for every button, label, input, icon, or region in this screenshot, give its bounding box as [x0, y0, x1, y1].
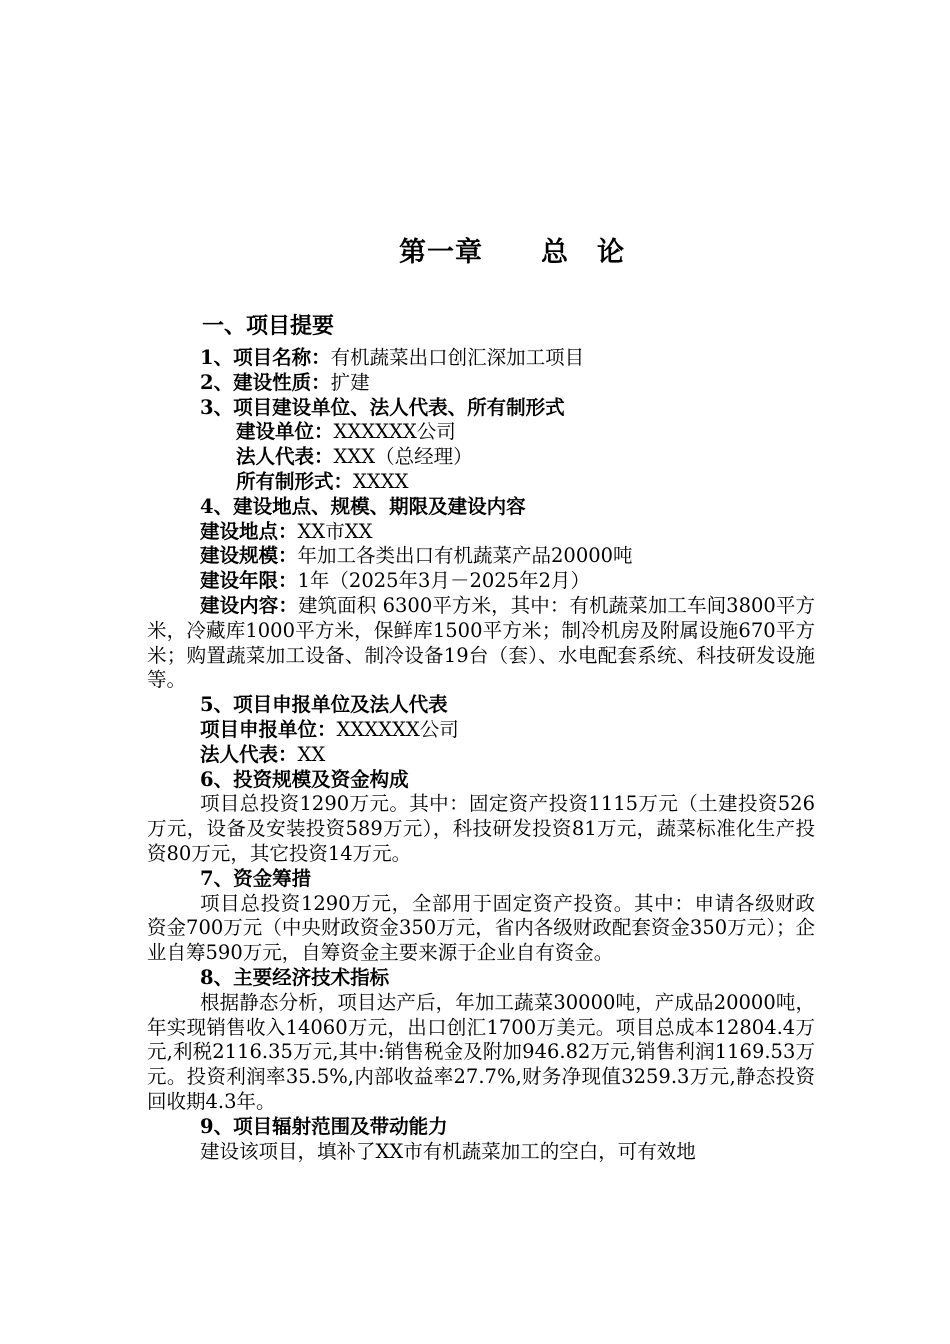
item-project-name — [147, 346, 815, 371]
item-label: 建设规模： — [200, 544, 298, 568]
section-heading: 一、项目提要 — [202, 314, 335, 339]
item-value: XXXXXX公司 — [336, 717, 459, 741]
item-heading-investment: 6、投资规模及资金构成 — [200, 767, 409, 791]
paragraph-investment: 项目总投资1290万元。其中：固定资产投资1115万元（土建投资526万元，设备及安装投资589万元），科技研发投资81万元，蔬菜标准化生产投资80万元，其它投资14万元。 — [147, 792, 815, 865]
chapter-title — [0, 230, 950, 269]
item-value: XX市XX — [297, 519, 373, 543]
item-label: 1、项目名称： — [200, 346, 331, 369]
item-label: 项目申报单位： — [200, 717, 337, 741]
item-site — [147, 520, 815, 545]
item-label: 法人代表： — [200, 742, 298, 766]
item-value: 扩建 — [330, 370, 370, 394]
item-heading-site: 4、建设地点、规模、期限及建设内容 — [200, 494, 526, 518]
item-value: 年加工各类出口有机蔬菜产品20000吨 — [297, 544, 633, 568]
item-period — [147, 569, 815, 594]
item-content — [147, 594, 815, 693]
item-heading-applicant: 5、项目申报单位及法人代表 — [200, 693, 448, 717]
item-label: 建设地点： — [200, 519, 298, 543]
document-body — [147, 346, 815, 1164]
item-heading-indicators: 8、主要经济技术指标 — [200, 965, 390, 989]
item-scale — [147, 544, 815, 569]
item-label: 法人代表： — [236, 445, 334, 469]
item-value: 有机蔬菜出口创汇深加工项目 — [330, 346, 585, 369]
chapter-name: 总 论 — [541, 237, 625, 268]
item-heading-unit: 3、项目建设单位、法人代表、所有制形式 — [200, 395, 565, 419]
chapter-number: 第一章 — [399, 237, 483, 268]
item-value: 1年（2025年3月－2025年2月） — [297, 569, 590, 593]
item-applicant — [147, 718, 815, 743]
item-value: 建筑面积 6300平方米，其中：有机蔬菜加工车间3800平方米，冷藏库1000平方米，保鲜库1500平方米；制冷机房及附属设施670平方米；购置蔬菜加工设备、制冷设备19台（套）、水电配套系统、科技研发设施等。 — [147, 593, 815, 692]
item-applicant-rep — [147, 743, 815, 768]
paragraph-funding: 项目总投资1290万元，全部用于固定资产投资。其中：申请各级财政资金700万元（中央财政资金350万元，省内各级财政配套资金350万元）；企业自筹590万元，自筹资金主要来源于企业自有资金。 — [147, 891, 815, 965]
item-construction-unit — [147, 420, 815, 445]
item-label: 所有制形式： — [236, 469, 354, 493]
item-label: 建设年限： — [200, 569, 298, 593]
item-label: 建设内容： — [200, 593, 298, 617]
item-heading-funding: 7、资金筹措 — [200, 866, 312, 890]
item-construction-nature — [147, 371, 815, 396]
paragraph-radiation: 建设该项目，填补了XX市有机蔬菜加工的空白，可有效地 — [200, 1139, 696, 1163]
paragraph-indicators: 根据静态分析，项目达产后，年加工蔬菜30000吨，产成品20000吨，年实现销售收入14060万元，出口创汇1700万美元。项目总成本12804.4万元,利税2116.35万元,其中:销售税金及附加946.82万元,销售利润1169.53万元。投资利润率35.5%,内部收益率27.7%,财务净现值3259.3万元,静态投资回收期4.3年。 — [147, 990, 815, 1113]
item-value: XXX（总经理） — [333, 445, 473, 469]
item-value: XX — [297, 742, 326, 766]
item-legal-rep — [147, 445, 815, 470]
item-value: XXXX — [353, 469, 409, 493]
item-label: 建设单位： — [236, 420, 334, 444]
item-ownership — [147, 470, 815, 495]
item-value: XXXXXX公司 — [333, 420, 456, 444]
item-label: 2、建设性质： — [200, 370, 331, 394]
item-heading-radiation: 9、项目辐射范围及带动能力 — [200, 1114, 448, 1138]
